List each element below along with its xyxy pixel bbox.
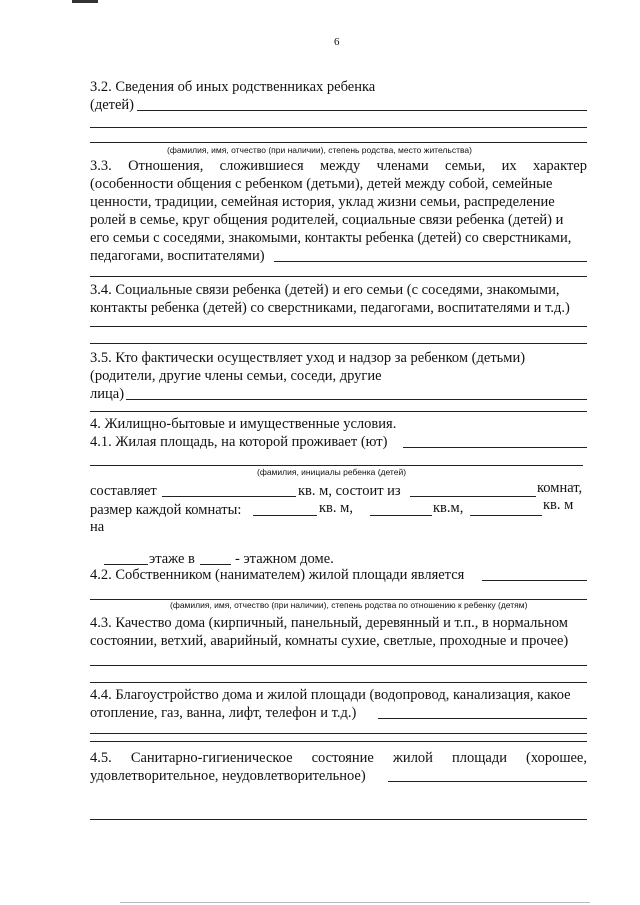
fill-line[interactable] bbox=[90, 127, 587, 128]
section-3-2-title: 3.2. Сведения об иных родственниках ребенка bbox=[90, 79, 376, 95]
fill-line[interactable] bbox=[90, 326, 587, 327]
label-na: на bbox=[90, 519, 105, 535]
section-4-5-line: удовлетворительное, неудовлетворительное) bbox=[90, 768, 366, 784]
fill-line[interactable] bbox=[90, 411, 587, 412]
section-4-2-line: 4.2. Собственником (нанимателем) жилой площади является bbox=[90, 567, 465, 583]
section-4-1-line: 4.1. Жилая площадь, на которой проживает (ют) bbox=[90, 434, 388, 450]
section-4-4-line: отопление, газ, ванна, лифт, телефон и т.д.) bbox=[90, 705, 357, 721]
fill-line[interactable] bbox=[137, 110, 587, 111]
label-komnat: комнат, bbox=[537, 480, 583, 496]
fill-line[interactable] bbox=[126, 399, 587, 400]
fill-line[interactable] bbox=[90, 733, 587, 734]
fill-line[interactable] bbox=[482, 580, 587, 581]
label-kv-m-1: кв. м, bbox=[319, 500, 353, 516]
fill-line[interactable] bbox=[403, 447, 587, 448]
label-razmer: размер каждой комнаты: bbox=[90, 502, 242, 518]
scan-mark-bottom bbox=[120, 902, 590, 903]
section-4-3-line: состоянии, ветхий, аварийный, комнаты сухие, светлые, проходные и прочее) bbox=[90, 633, 569, 649]
section-3-3-line: 3.3. Отношения, сложившиеся между членами семьи, их характер bbox=[90, 158, 587, 174]
room-size-line[interactable] bbox=[470, 515, 542, 516]
section-3-5-line: лица) bbox=[90, 386, 125, 402]
fill-line[interactable] bbox=[388, 781, 587, 782]
section-4-3-line: 4.3. Качество дома (кирпичный, панельный, деревянный и т.п., в нормальном bbox=[90, 615, 568, 631]
fill-line[interactable] bbox=[90, 682, 587, 683]
floors-total-line[interactable] bbox=[200, 564, 231, 565]
scan-mark-top bbox=[72, 0, 98, 3]
rooms-input-line[interactable] bbox=[410, 496, 536, 497]
room-size-line[interactable] bbox=[253, 515, 317, 516]
section-3-5-line: 3.5. Кто фактически осуществляет уход и надзор за ребенком (детьми) bbox=[90, 350, 526, 366]
fill-line[interactable] bbox=[90, 819, 587, 820]
section-4-heading: 4. Жилищно-бытовые и имущественные условия. bbox=[90, 416, 397, 432]
section-3-3-line: ролей в семье, круг общения родителей, социальные связи ребенка (детей) и bbox=[90, 212, 564, 228]
section-4-4-line: 4.4. Благоустройство дома и жилой площади (водопровод, канализация, какое bbox=[90, 687, 571, 703]
fill-line[interactable] bbox=[274, 261, 587, 262]
fill-line[interactable] bbox=[90, 741, 587, 742]
section-3-3-line: ценности, традиции, семейная история, уклад жизни семьи, распределение bbox=[90, 194, 555, 210]
fill-line[interactable] bbox=[378, 718, 587, 719]
fill-line[interactable] bbox=[90, 465, 583, 466]
area-input-line[interactable] bbox=[162, 496, 296, 497]
room-size-line[interactable] bbox=[370, 515, 432, 516]
section-3-3-line: (особенности общения с ребенком (детьми), детей между собой, семейные bbox=[90, 176, 553, 192]
label-kv-m-3: кв. м bbox=[543, 497, 574, 513]
floor-input-line[interactable] bbox=[104, 564, 148, 565]
fill-line[interactable] bbox=[90, 142, 587, 143]
label-sostavlyaet: составляет bbox=[90, 483, 157, 499]
label-kv-m-2: кв.м, bbox=[433, 500, 464, 516]
label-etazhnom: - этажном доме. bbox=[235, 551, 334, 567]
section-3-3-line: педагогами, воспитателями) bbox=[90, 248, 265, 264]
section-3-3-line: его семьи с соседями, знакомыми, контакты ребенка (детей) со сверстниками, bbox=[90, 230, 572, 246]
section-4-5-line: 4.5. Санитарно-гигиеническое состояние жилой площади (хорошее, bbox=[90, 750, 587, 766]
caption-relatives: (фамилия, имя, отчество (при наличии), степень родства, место жительства) bbox=[167, 145, 472, 155]
page-number: 6 bbox=[334, 36, 340, 48]
section-3-2-deti: (детей) bbox=[90, 97, 135, 113]
section-3-4-line: 3.4. Социальные связи ребенка (детей) и его семьи (с соседями, знакомыми, bbox=[90, 282, 560, 298]
caption-child-name: (фамилия, инициалы ребенка (детей) bbox=[257, 467, 407, 477]
label-etazhe-v: этаже в bbox=[149, 551, 195, 567]
section-3-4-line: контакты ребенка (детей) со сверстниками, педагогами, воспитателями и т.д.) bbox=[90, 300, 570, 316]
label-kv-m-sostoit: кв. м, состоит из bbox=[298, 483, 401, 499]
caption-owner: (фамилия, имя, отчество (при наличии), степень родства по отношению к ребенку (детям) bbox=[170, 600, 528, 610]
fill-line[interactable] bbox=[90, 665, 587, 666]
section-3-5-line: (родители, другие члены семьи, соседи, другие bbox=[90, 368, 382, 384]
fill-line[interactable] bbox=[90, 276, 587, 277]
fill-line[interactable] bbox=[90, 343, 587, 344]
